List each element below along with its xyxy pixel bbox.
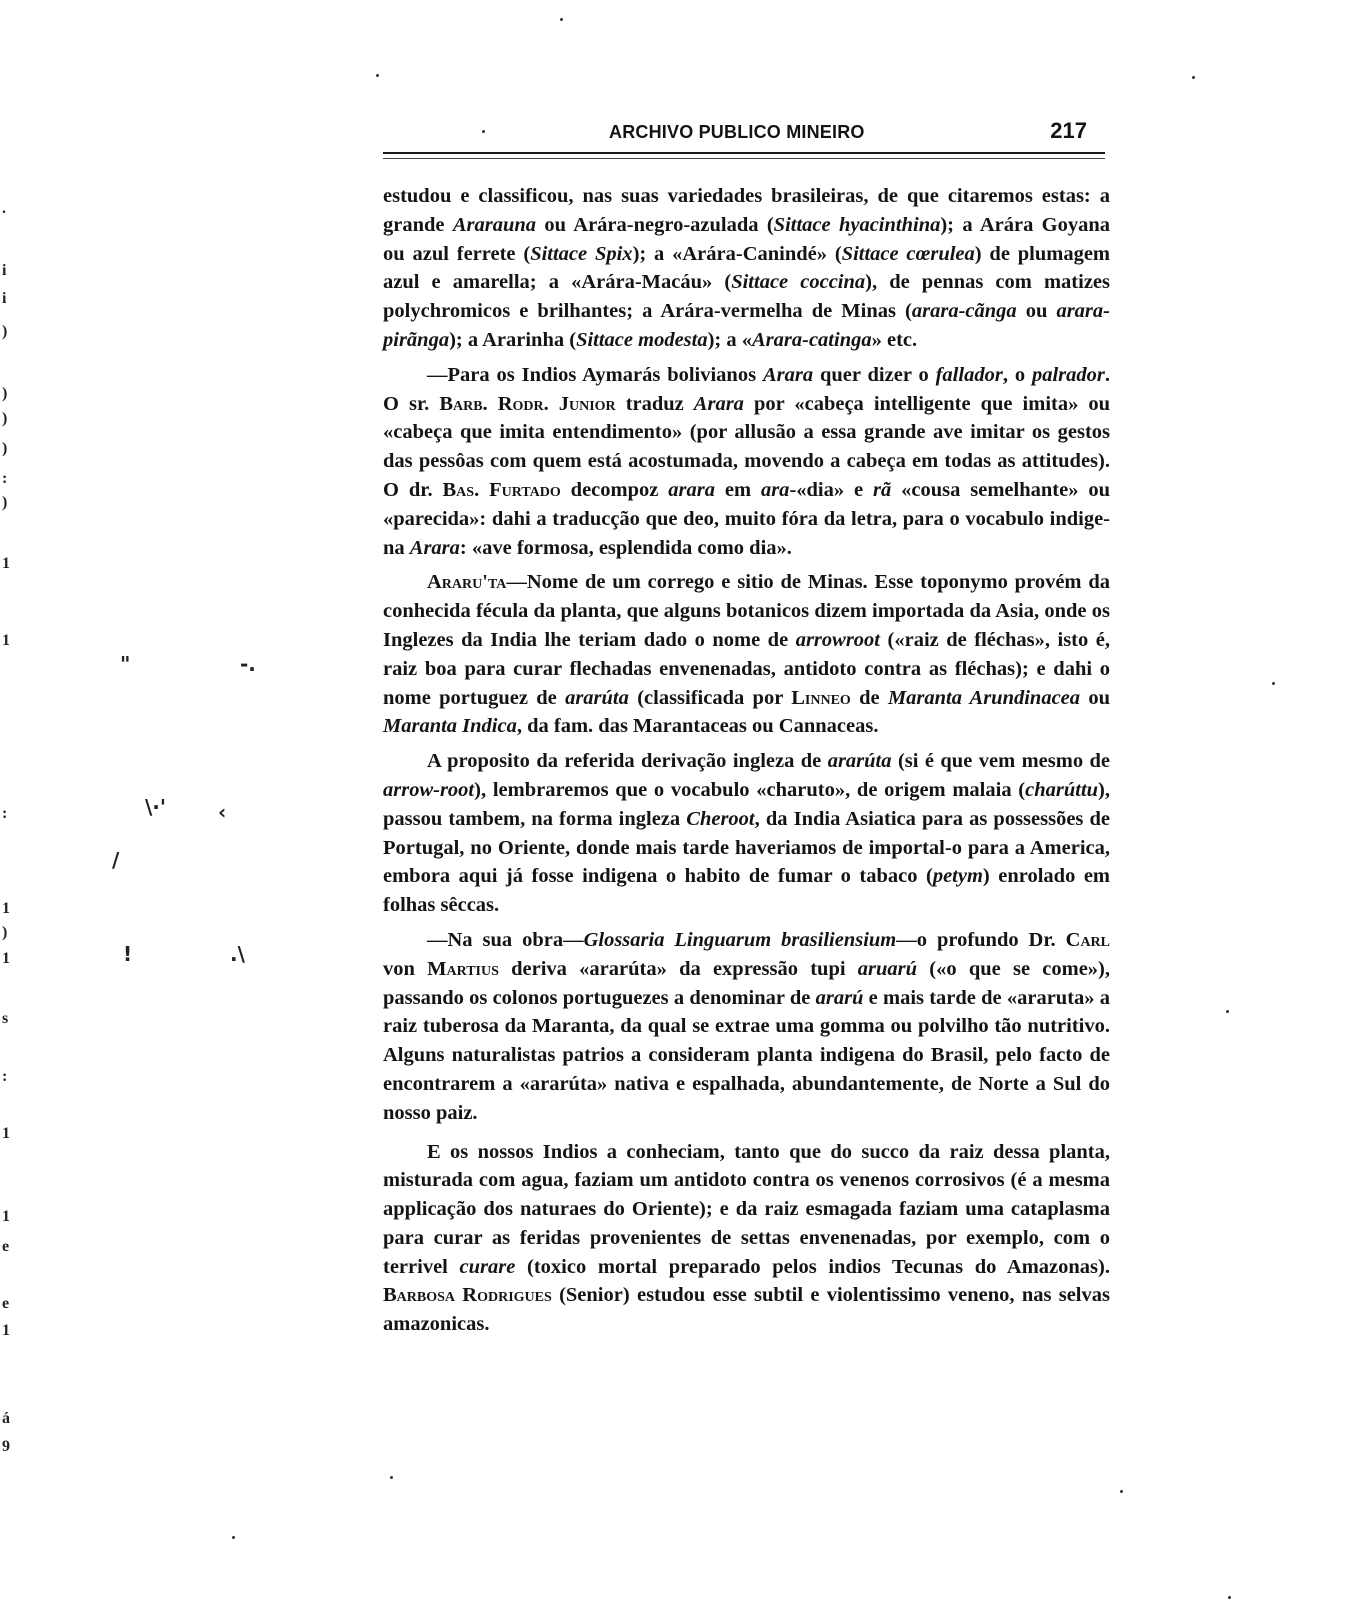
text-run: ); a «Arára-Canindé» ( [632,242,842,265]
text-run: von [383,957,428,980]
text-run: ou [1016,300,1057,323]
text-run: E os nossos Indios a conheciam, tanto que do succo da raiz dessa planta, misturada com agua, faziam um antidoto contra os venenos corrosivos (é a mesma applicação dos naturaes do Oriente); e da raiz esmagada faziam uma cataplasma para curar as feridas provenientes de settas envenenadas, por exemplo, com o terrivel [383,1140,1110,1278]
text-run: ), lembraremos que o vocabulo «charuto», de origem malaia ( [474,778,1026,801]
body-text [383,182,1110,1345]
text-run: —Nome de um corrego e sitio de Minas. Esse toponymo provém da conhecida fécula da planta, que alguns botanicos dizem importada da Asia, onde os Inglezes da India lhe teriam dado o nome de [383,571,1110,651]
paragraph [383,568,1110,741]
facing-page-bleed: . i i ) ) ) ) : ) 1 1 : 1 ) 1 s : 1 1 e e 1 á 9 [2,200,10,1455]
running-title: ARCHIVO PUBLICO MINEIRO [609,122,865,142]
italic-text: Sittace coccina [731,271,866,294]
italic-text: arrowroot [795,628,881,651]
paragraph [383,926,1110,1128]
text-run: ), passou tambem, na forma ingleza [383,778,1110,830]
small-caps-name: Barb. Rodr. Junior [439,392,616,415]
text-run: ) enrolado em folhas sêccas. [383,865,1110,917]
italic-text: Sittace cœrulea [841,242,975,265]
page-header [383,118,1105,146]
italic-text: palrador [1031,363,1105,386]
text-run: estudou e classificou, nas suas variedades brasileiras, de que citaremos estas: a grande [383,185,1110,236]
text-run: ); a Arára Goyana ou azul ferrete ( [383,213,1111,265]
italic-text: Arara-catinga [752,328,872,351]
text-run: ou Arára-negro-azulada ( [536,213,774,236]
italic-text: arara [668,478,715,501]
text-run: e mais tarde de «araruta» a raiz tuberosa da Maranta, da qual se extrae uma gomma ou polvilho tão nutritivo. Alguns naturalistas patrios a consideram planta indigena do Brasil, pelo facto de encontrarem a «ararúta» nativa e espalhada, abundantemente, de Norte a Sul do nosso paiz. [383,986,1110,1124]
italic-text: Glossaria Linguarum brasiliensium [583,928,897,951]
paragraph [383,1138,1110,1340]
text-run: —Para os Indios Aymarás bolivianos [427,363,763,386]
text-run: : «ave formosa, esplendida como dia». [459,536,792,559]
italic-text: Sittace Spix [530,242,633,265]
italic-text: curare [459,1255,516,1278]
italic-text: Sittace modesta [576,328,708,351]
italic-text: rã [873,478,892,501]
italic-text: ararú [815,986,864,1009]
italic-text: fallador [935,363,1003,386]
paragraph [383,361,1110,563]
italic-text: ararúta [827,750,892,773]
scanned-page: . i i ) ) ) ) : ) 1 1 : 1 ) 1 s : 1 1 e e 1 á 9 " -. \·' ‹ / ! .\ ARCHIVO PUBLICO MINEIRO 217 estudou e classificou, nas suas variedades brasileiras, de que citaremos estas: a grande Ararauna ou Arára-negro-azulada (Sittace hyacinthina); a Arára Goyana ou azul ferrete (Sittace Spix); a «Arára-Canindé» (Sittace cœrulea) de plumagem azul e amarella; a «Arára-Macáu» (Sittace coccina), de pennas com matizes polychromicos e brilhantes; a Arára-vermelha de Minas (arara-cãnga ou arara-pirãnga); a Ararinha (Sittace modesta); a «Arara-catinga» etc. —Para os Indios Aymarás bolivianos Arara quer dizer o fallador, o palrador. O sr. Barb. Rodr. Junior traduz Arara por «cabeça intelligente que imita» ou «cabeça que imita entendimento» (por allusão a essa grande ave imitar os gestos das pessôas com quem está acostumada, movendo a cabeça em todas as attitudes). O dr. Bas. Furtado decompoz arara em ara-«dia» e rã «cousa semelhante» ou «parecida»: dahi a traducção que deo, muito fóra da letra, para o vocabulo indigena Arara: «ave formosa, esplendida como dia». Araru'ta—Nome de um corrego e sitio de Minas. Esse toponymo provém da conhecida fécula da planta, que alguns botanicos dizem importada da Asia, onde os Inglezes da India lhe teriam dado o nome de arrowroot («raiz de fléchas», isto é, raiz boa para curar flechadas envenenadas, antidoto contra as fléchas); e dahi o nome portuguez de ararúta (classificada por Linneo de Maranta Arundinacea ou Maranta Indica, da fam. das Marantaceas ou Cannaceas. A proposito da referida derivação ingleza de ararúta (si é que vem mesmo de arrow-root), lembraremos que o vocabulo «charuto», de origem malaia (charúttu), passou tambem, na forma ingleza Cheroot, da India Asiatica para as possessões de Portugal, no Oriente, donde mais tarde haveriamos de importal-o para a America, embora aqui já fosse indigena o habito de fumar o tabaco (petym) enrolado em folhas sêccas. —Na sua obra—Glossaria Linguarum brasiliensium—o profundo Dr. Carl von Martius deriva «ararúta» da expressão tupi aruarú («o que se come»), passando os colonos portuguezes a denominar de ararú e mais tarde de «araruta» a raiz tuberosa da Maranta, da qual se extrae uma gomma ou polvilho tão nutritivo. Alguns naturalistas patrios a consideram planta indigena do Brasil, pelo facto de encontrarem a «ararúta» nativa e espalhada, abundantemente, de Norte a Sul do nosso paiz. E os nossos Indios a conheciam, tanto que do succo da raiz dessa planta, misturada com agua, faziam um antidoto contra os venenos corrosivos (é a mesma applicação dos naturaes do Oriente); e da raiz esmagada faziam uma cataplasma para curar as feridas provenientes de settas envenenadas, por exemplo, com o terrivel curare (toxico mortal preparado pelos indios Tecunas do Amazonas). Barbosa Rodrigues (Senior) estudou esse subtil e violentissimo veneno, nas selvas amazonicas. [0,0,1360,1624]
italic-text: ara [760,478,790,501]
text-run: (toxico mortal preparado pelos indios Tecunas do Amazonas). [515,1255,1110,1278]
italic-text: Arara [409,536,460,559]
italic-text: arara-cãnga [911,300,1017,323]
small-caps-name: Carl [1065,928,1111,951]
paragraph [383,182,1110,355]
text-run: , o [1002,363,1032,386]
italic-text: Arara [762,363,814,386]
italic-text: Cheroot [686,807,755,830]
italic-text: petym [932,865,983,888]
italic-text: charúttu [1025,778,1099,801]
text-run: -«dia» e [789,478,874,501]
text-run: «cousa semelhante» ou «parecida»: dahi a traducção que deo, muito fóra da letra, para o vocabulo indigena [383,478,1110,559]
text-run: decompoz [560,478,669,501]
text-run: (Senior) estudou esse subtil e violentissimo veneno, nas selvas amazonicas. [383,1284,1110,1336]
italic-text: arara-pirãnga [383,300,1110,351]
small-caps-name: Linneo [791,686,851,709]
text-run: ), de pennas com matizes polychromicos e brilhantes; a Arára-vermelha de Minas ( [383,271,1110,323]
text-run: traduz [615,392,694,415]
text-run: , da fam. das Marantaceas ou Cannaceas. [516,715,879,738]
text-run: A proposito da referida derivação ingleza de [427,750,828,773]
text-run: —Na sua obra— [427,928,584,951]
text-run: deriva «ararúta» da expressão tupi [498,957,858,980]
text-run: ou [1080,686,1111,709]
text-run: ); a Ararinha ( [449,328,577,351]
text-run: ) de plumagem azul e amarella; a «Arára-Macáu» ( [383,242,1110,294]
header-rule [383,152,1105,159]
page-number: 217 [1050,118,1087,143]
small-caps-name: Bas. Furtado [442,478,561,501]
text-run: —o profundo Dr. [896,928,1066,951]
italic-text: Maranta Arundinacea [887,686,1081,709]
text-run: (classificada por [628,686,792,709]
italic-text: ararúta [565,686,629,709]
italic-text: Arara [693,392,744,415]
italic-text: Ararauna [452,213,537,236]
small-caps-name: Barbosa Rodrigues [383,1284,552,1307]
text-run: (si é que vem mesmo de [891,750,1111,773]
text-run: quer dizer o [813,363,936,386]
text-run: («o que se come»), passando os colonos portuguezes a denominar de [383,957,1111,1009]
italic-text: Sittace hyacinthina [773,213,941,236]
text-run: em [714,478,761,501]
italic-text: Maranta Indica [383,715,517,738]
text-run: de [850,686,888,709]
small-caps-name: Araru'ta [427,571,507,594]
paragraph [383,747,1110,920]
italic-text: arrow-root [383,778,475,801]
text-run: ); a « [707,328,752,351]
italic-text: aruarú [857,957,918,980]
small-caps-name: Martius [427,957,499,980]
text-run: por «cabeça intelligente que imita» ou «cabeça que imita entendimento» (por allusão a essa grande ave imitar os gestos das pessôas com quem está acostumada, movendo a cabeça em todas as attitudes). O dr. [383,392,1111,501]
text-run: » etc. [871,328,918,351]
text-run: («raiz de fléchas», isto é, raiz boa para curar flechadas envenenadas, antidoto contra as fléchas); e dahi o nome portuguez de [383,628,1110,709]
text-run: . O sr. [383,363,1111,415]
text-run: , da India Asiatica para as possessões de Portugal, no Oriente, donde mais tarde haveriamos de importal-o para a America, embora aqui já fosse indigena o habito de fumar o tabaco ( [383,807,1111,888]
